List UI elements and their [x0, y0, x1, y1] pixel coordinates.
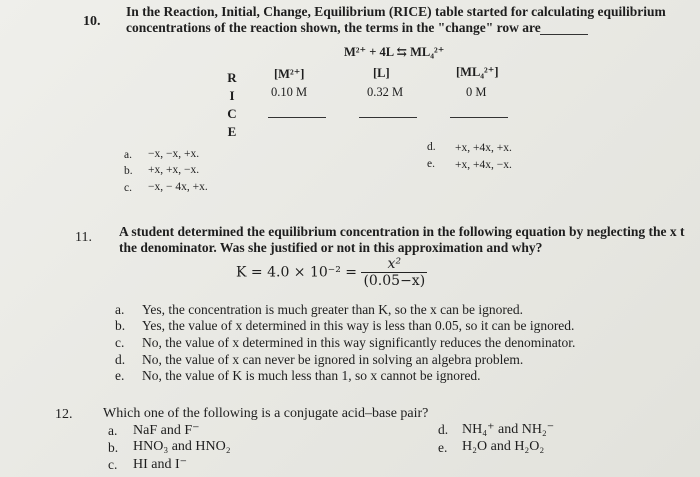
q12-option-b-letter: b. [108, 440, 119, 455]
q11-equation-fraction [361, 256, 427, 289]
q10-option-b: +x, +x, −x. [148, 164, 200, 176]
q12-option-c: HI and I⁻ [133, 457, 188, 472]
q12-option-b: HNO₃ and HNO₂ [133, 439, 231, 454]
q10-option-c-letter: c. [124, 182, 132, 194]
q10-option-d-letter: d. [427, 141, 436, 153]
rice-initial-l: 0.32 M [367, 85, 404, 99]
q11-equation-numerator: x² [361, 256, 427, 273]
rice-initial-ml4: 0 M [466, 85, 487, 99]
q10-option-c: −x, − 4x, +x. [148, 181, 208, 193]
rice-row-i: I [229, 88, 235, 103]
q10-number: 10. [83, 14, 101, 29]
q10-option-a: −x, −x, +x. [148, 148, 200, 160]
q11-option-e: No, the value of K is much less than 1, so x cannot be ignored. [142, 368, 481, 383]
q12-option-d-letter: d. [438, 422, 449, 437]
q10-option-a-letter: a. [124, 149, 132, 161]
q10-option-e: +x, +4x, −x. [455, 159, 512, 171]
rice-header-l: [L] [373, 66, 390, 80]
q11-option-c-letter: c. [115, 335, 125, 350]
q12-option-e: H₂O and H₂O₂ [462, 439, 545, 454]
q11-option-e-letter: e. [115, 368, 125, 383]
q11-option-d: No, the value of x can never be ignored in solving an algebra problem. [142, 352, 524, 367]
rice-row-c: C [227, 106, 237, 121]
q12-option-a: NaF and F⁻ [133, 423, 200, 438]
rice-row-e: E [227, 124, 237, 139]
q12-text: Which one of the following is a conjugate acid–base pair? [103, 406, 429, 421]
q11-text-line1: A student determined the equilibrium concentration in the following equation by neglecting the x t [119, 224, 685, 239]
q10-reaction: M²⁺ + 4L ⇆ ML₄²⁺ [344, 45, 445, 59]
q11-equation-denominator: (0.05−x) [363, 273, 426, 289]
rice-header-m: [M²⁺] [274, 67, 305, 81]
rice-initial-m: 0.10 M [271, 85, 308, 99]
q10-text-line2: concentrations of the reaction shown, the terms in the "change" row are [126, 20, 541, 35]
q12-option-c-letter: c. [108, 457, 118, 472]
rice-change-blank-m [268, 117, 326, 118]
q11-option-b-letter: b. [115, 318, 126, 333]
rice-change-blank-l [359, 117, 417, 118]
q10-option-d: +x, +4x, +x. [455, 142, 512, 154]
rice-row-r: R [227, 70, 237, 85]
q10-text-line1: In the Reaction, Initial, Change, Equilibrium (RICE) table started for calculating equilibrium [126, 4, 666, 19]
q11-option-a-letter: a. [115, 302, 125, 317]
rice-change-blank-ml4 [450, 117, 508, 118]
q11-option-a: Yes, the concentration is much greater than K, so the x can be ignored. [142, 302, 524, 317]
q12-option-a-letter: a. [108, 423, 118, 438]
q11-equation [236, 256, 427, 289]
q10-option-e-letter: e. [427, 158, 435, 170]
q11-equation-left: K = 4.0 × 10⁻² = [236, 264, 357, 281]
rice-header-ml4: [ML₄²⁺] [456, 65, 499, 79]
q11-option-d-letter: d. [115, 352, 126, 367]
q11-option-c: No, the value of x determined in this way significantly reduces the denominator. [142, 335, 576, 350]
q10-answer-blank [540, 34, 588, 35]
q12-option-d: NH₄⁺ and NH₂⁻ [462, 422, 555, 437]
q11-number: 11. [75, 230, 92, 245]
q11-text-line2: the denominator. Was she justified or not in this approximation and why? [119, 240, 543, 255]
q12-number: 12. [55, 407, 73, 422]
q11-option-b: Yes, the value of x determined in this way is less than 0.05, so it can be ignored. [142, 318, 575, 333]
q12-option-e-letter: e. [438, 440, 448, 455]
q10-option-b-letter: b. [124, 165, 133, 177]
